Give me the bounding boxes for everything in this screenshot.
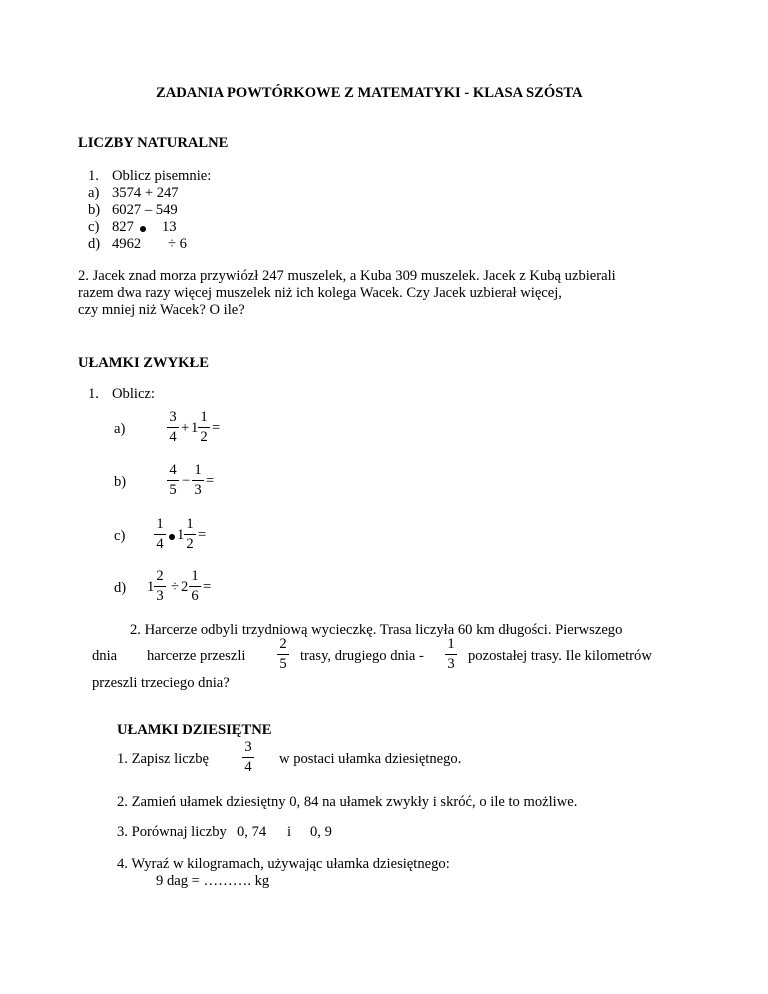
value: 0, 74 <box>237 824 267 840</box>
item-label: d) <box>88 236 101 252</box>
item-label: b) <box>114 474 127 490</box>
section-heading-decimal-fractions: UŁAMKI DZIESIĘTNE <box>117 722 272 738</box>
equals-sign: = <box>203 579 212 595</box>
paragraph-line: 2. Harcerze odbyli trzydniową wycieczkę. Trasa liczyła 60 km długości. Pierwszego <box>130 622 623 638</box>
multiply-dot-icon <box>140 220 146 237</box>
value: 0, 9 <box>310 824 332 840</box>
paragraph-line: 2. Jacek znad morza przywiózł 247 muszelek, a Kuba 309 muszelek. Jacek z Kubą uzbierali <box>78 268 616 284</box>
item-label: c) <box>114 528 126 544</box>
task-text: Oblicz pisemnie: <box>112 168 212 184</box>
task-number: 1. <box>88 168 99 184</box>
whole-number: 1 <box>147 579 155 595</box>
item-right-operand: ÷ 6 <box>168 236 187 252</box>
equals-sign: = <box>212 420 221 436</box>
item-label: c) <box>88 219 100 235</box>
whole-number: 2 <box>181 579 189 595</box>
section-heading-common-fractions: UŁAMKI ZWYKŁE <box>78 355 209 371</box>
item-label: a) <box>114 421 126 437</box>
paragraph-line: razem dwa razy więcej muszelek niż ich kolega Wacek. Czy Jacek uzbierał więcej, <box>78 285 562 301</box>
fraction: 3 4 <box>166 410 180 444</box>
operator: + <box>181 420 190 436</box>
task-text: 1. Zapisz liczbę <box>117 751 209 767</box>
item-label: b) <box>88 202 101 218</box>
fraction: 2 3 <box>153 569 167 603</box>
item-expression: 3574 + 247 <box>112 185 179 201</box>
item-left-operand: 4962 <box>112 236 142 252</box>
operator: ÷ <box>171 579 180 595</box>
fraction: 4 5 <box>166 463 180 497</box>
item-label: d) <box>114 580 127 596</box>
whole-number: 1 <box>177 527 185 543</box>
task-text: w postaci ułamka dziesiętnego. <box>279 751 462 767</box>
fraction: 1 3 <box>444 637 458 671</box>
task-text: 4. Wyraź w kilogramach, używając ułamka dziesiętnego: <box>117 856 450 872</box>
task-number: 1. <box>88 386 99 402</box>
paragraph-line: przeszli trzeciego dnia? <box>92 675 230 691</box>
fraction: 1 2 <box>197 410 211 444</box>
item-label: a) <box>88 185 100 201</box>
whole-number: 1 <box>191 420 199 436</box>
equals-sign: = <box>206 473 215 489</box>
fraction: 1 3 <box>191 463 205 497</box>
fraction: 1 2 <box>183 517 197 551</box>
fraction: 1 4 <box>153 517 167 551</box>
item-left-operand: 827 <box>112 219 134 235</box>
task-expression: 9 dag = ………. kg <box>156 873 270 889</box>
task-text: Oblicz: <box>112 386 155 402</box>
conjunction: i <box>287 824 292 840</box>
item-right-operand: 13 <box>162 219 177 235</box>
task-text: 3. Porównaj liczby <box>117 824 227 840</box>
fraction: 1 6 <box>188 569 202 603</box>
paragraph-word: harcerze przeszli <box>147 648 246 664</box>
multiply-dot-icon <box>169 529 175 544</box>
operator: − <box>182 473 191 489</box>
paragraph-word: dnia <box>92 648 118 664</box>
fraction: 2 5 <box>276 637 290 671</box>
paragraph-word: pozostałej trasy. Ile kilometrów <box>468 648 652 664</box>
paragraph-line: czy mniej niż Wacek? O ile? <box>78 302 245 318</box>
equals-sign: = <box>198 527 207 543</box>
section-heading-natural-numbers: LICZBY NATURALNE <box>78 135 229 151</box>
paragraph-word: trasy, drugiego dnia - <box>300 648 424 664</box>
item-expression: 6027 – 549 <box>112 202 178 218</box>
page-title: ZADANIA POWTÓRKOWE Z MATEMATYKI - KLASA SZÓSTA <box>156 85 583 101</box>
fraction: 3 4 <box>241 740 255 774</box>
task2-convert-decimal: 2. Zamień ułamek dziesiętny 0, 84 na ułamek zwykły i skróć, o ile to możliwe. <box>117 794 578 810</box>
